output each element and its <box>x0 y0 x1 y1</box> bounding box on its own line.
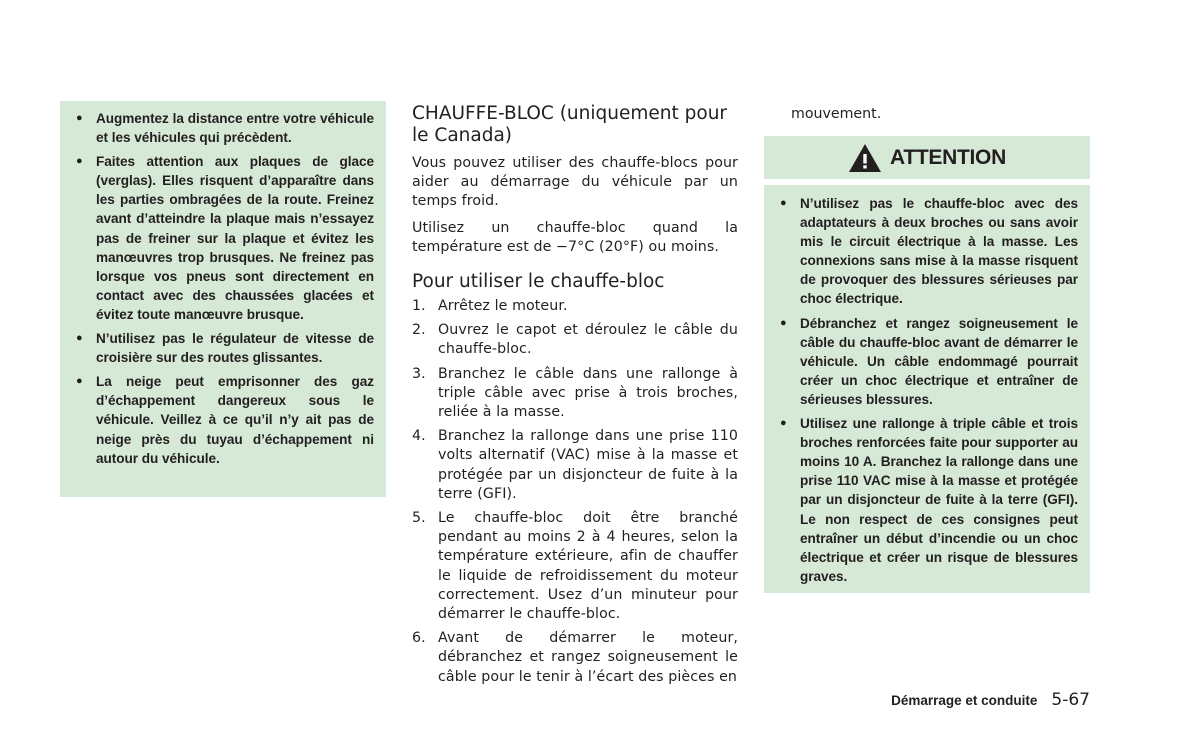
subsection-heading: Pour utiliser le chauffe-bloc <box>412 271 665 293</box>
list-item: ● Augmentez la distance entre votre véhicule et les véhicules qui précèdent. <box>76 111 374 146</box>
bullet-icon: ● <box>780 197 787 209</box>
page-number: 5-67 <box>1051 690 1090 710</box>
list-item: ● Débranchez et rangez soigneusement le câble du chauffe-bloc avant de démarrer le véhicule. Un câble endommagé pourrait créer un choc électrique et entraîner de sérieuses blessures. <box>780 315 1078 407</box>
bullet-icon: ● <box>76 155 83 168</box>
attention-box <box>764 185 1090 593</box>
section-name: Démarrage et conduite <box>891 693 1038 708</box>
list-item: ● N’utilisez pas le régulateur de vitesse de croisière sur des routes glissantes. <box>76 331 374 366</box>
bullet-icon: ● <box>76 375 83 388</box>
bullet-icon: ● <box>780 316 787 329</box>
continuation-text: mouvement. <box>791 106 882 122</box>
attention-title: ATTENTION <box>890 145 1006 169</box>
step-item: 5. Le chauffe-bloc doit être branché pendant au moins 2 à 4 heures, selon la température extérieure, afin de chauffer le liquide de refroidissement du moteur correctement. Usez d’un minuteur pour démarrer le chauffe-bloc. <box>412 510 738 623</box>
left-bullet-list <box>72 109 374 468</box>
page-footer <box>891 690 1090 710</box>
step-item: 2. Ouvrez le capot et déroulez le câble du chauffe-bloc. <box>412 322 738 358</box>
section-heading: CHAUFFE-BLOC (uniquement pour le Canada) <box>412 103 728 146</box>
list-item: ● Faites attention aux plaques de glace (verglas). Elles risquent d’apparaître dans les parties ombragées de la route. Freinez avant d’atteindre la plaque mais n’essayez pas de freiner sur la plaque et évitez les manœuvres trop brusques. Ne freinez pas lorsque vos pneus sont directement en contact avec des chaussées glacées et évitez toute manœuvre brusque. <box>76 154 374 322</box>
steps-list <box>412 297 738 687</box>
attention-header <box>764 136 1090 179</box>
step-item: 6. Avant de démarrer le moteur, débranchez et rangez soigneusement le câble pour le tenir à l’écart des pièces en <box>412 630 738 685</box>
list-item: ● La neige peut emprisonner des gaz d’échappement dangereux sous le véhicule. Veillez à ce qu’il n’y ait pas de neige près du tuyau d’échappement ni autour du véhicule. <box>76 374 374 466</box>
bullet-icon: ● <box>780 417 787 430</box>
bullet-icon: ● <box>76 332 83 345</box>
list-item: ● Utilisez une rallonge à triple câble et trois broches renforcées faite pour supporter au moins 10 A. Branchez la rallonge dans une prise 110 VAC mise à la masse et protégée par un disjoncteur de fuite à la terre (GFI). Le non respect de ces consignes peut entraîner un début d’incendie ou un choc électrique et créer un risque de blessures graves. <box>780 416 1078 584</box>
main-column <box>412 103 738 692</box>
step-item: 4. Branchez la rallonge dans une prise 110 volts alternatif (VAC) mise à la masse et protégée par un disjoncteur de fuite à la terre (GFI). <box>412 428 738 502</box>
intro-paragraph: Vous pouvez utiliser des chauffe-blocs pour aider au démarrage du véhicule par un temps froid. <box>412 155 738 210</box>
caution-box-left <box>60 101 386 497</box>
step-item: 3. Branchez le câble dans une rallonge à triple câble avec prise à trois broches, reliée à la masse. <box>412 365 738 421</box>
temperature-paragraph: Utilisez un chauffe-bloc quand la température est de −7°C (20°F) ou moins. <box>412 219 738 255</box>
step-item: 1. Arrêtez le moteur. <box>412 298 568 315</box>
attention-bullet-list <box>776 194 1078 586</box>
bullet-icon: ● <box>76 112 83 124</box>
warning-triangle-icon <box>848 143 882 173</box>
list-item: ● N’utilisez pas le chauffe-bloc avec des adaptateurs à deux broches ou sans avoir mis le circuit électrique à la masse. Les connexions sans mise à la masse risquent de provoquer des blessures sérieuses par choc électrique. <box>780 196 1078 307</box>
